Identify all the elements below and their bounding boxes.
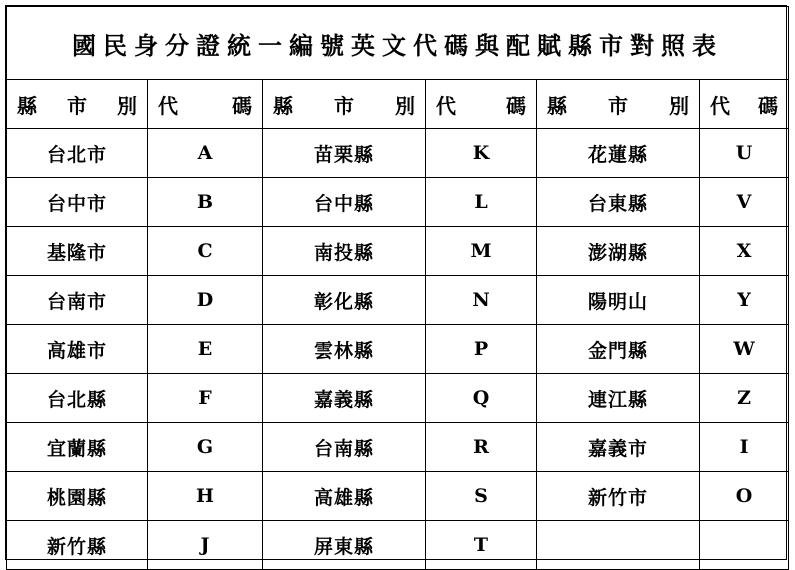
letter-code-cell: J [148, 521, 263, 570]
letter-code-cell: O [700, 472, 789, 521]
letter-code-cell: F [148, 374, 263, 423]
county-name-cell [537, 521, 700, 570]
county-name-cell: 彰化縣 [263, 276, 426, 325]
county-name-cell: 台北市 [7, 129, 148, 178]
letter-code-cell: D [148, 276, 263, 325]
letter-code-cell: R [426, 423, 537, 472]
county-name-cell: 屏東縣 [263, 521, 426, 570]
table-row [7, 178, 789, 227]
letter-code-cell: Y [700, 276, 789, 325]
letter-code-cell: E [148, 325, 263, 374]
letter-code-cell: M [426, 227, 537, 276]
header-row [7, 80, 789, 129]
letter-code-cell: I [700, 423, 789, 472]
county-name-cell: 南投縣 [263, 227, 426, 276]
letter-code-cell: Q [426, 374, 537, 423]
letter-code-cell: Z [700, 374, 789, 423]
code-table-document [5, 5, 787, 560]
county-name-cell: 台東縣 [537, 178, 700, 227]
county-name-cell: 台南市 [7, 276, 148, 325]
county-name-cell: 金門縣 [537, 325, 700, 374]
county-name-cell: 台北縣 [7, 374, 148, 423]
letter-code-cell: B [148, 178, 263, 227]
header-code: 代 碼 [426, 80, 537, 129]
letter-code-cell: P [426, 325, 537, 374]
letter-code-cell: V [700, 178, 789, 227]
county-name-cell: 連江縣 [537, 374, 700, 423]
county-name-cell: 陽明山 [537, 276, 700, 325]
county-name-cell: 嘉義市 [537, 423, 700, 472]
header-county: 縣 市 別 [7, 80, 148, 129]
letter-code-cell: N [426, 276, 537, 325]
code-table [6, 6, 789, 570]
table-row [7, 129, 789, 178]
title-row [7, 7, 789, 80]
county-name-cell: 台中縣 [263, 178, 426, 227]
county-name-cell: 基隆市 [7, 227, 148, 276]
letter-code-cell: T [426, 521, 537, 570]
county-name-cell: 新竹縣 [7, 521, 148, 570]
county-name-cell: 苗栗縣 [263, 129, 426, 178]
county-name-cell: 高雄市 [7, 325, 148, 374]
letter-code-cell: U [700, 129, 789, 178]
letter-code-cell: W [700, 325, 789, 374]
county-name-cell: 花蓮縣 [537, 129, 700, 178]
letter-code-cell: K [426, 129, 537, 178]
header-code: 代 碼 [148, 80, 263, 129]
letter-code-cell: A [148, 129, 263, 178]
letter-code-cell: X [700, 227, 789, 276]
letter-code-cell: S [426, 472, 537, 521]
county-name-cell: 桃園縣 [7, 472, 148, 521]
table-row [7, 325, 789, 374]
table-row [7, 227, 789, 276]
header-county: 縣 市 別 [537, 80, 700, 129]
table-row [7, 276, 789, 325]
table-row [7, 521, 789, 570]
letter-code-cell [700, 521, 789, 570]
county-name-cell: 高雄縣 [263, 472, 426, 521]
letter-code-cell: G [148, 423, 263, 472]
county-name-cell: 台南縣 [263, 423, 426, 472]
table-row [7, 423, 789, 472]
county-name-cell: 雲林縣 [263, 325, 426, 374]
letter-code-cell: L [426, 178, 537, 227]
county-name-cell: 台中市 [7, 178, 148, 227]
letter-code-cell: C [148, 227, 263, 276]
table-row [7, 472, 789, 521]
letter-code-cell: H [148, 472, 263, 521]
header-code: 代 碼 [700, 80, 789, 129]
county-name-cell: 嘉義縣 [263, 374, 426, 423]
table-row [7, 374, 789, 423]
county-name-cell: 宜蘭縣 [7, 423, 148, 472]
county-name-cell: 澎湖縣 [537, 227, 700, 276]
county-name-cell: 新竹市 [537, 472, 700, 521]
header-county: 縣 市 別 [263, 80, 426, 129]
table-title: 國民身分證統一編號英文代碼與配賦縣市對照表 [7, 7, 789, 80]
